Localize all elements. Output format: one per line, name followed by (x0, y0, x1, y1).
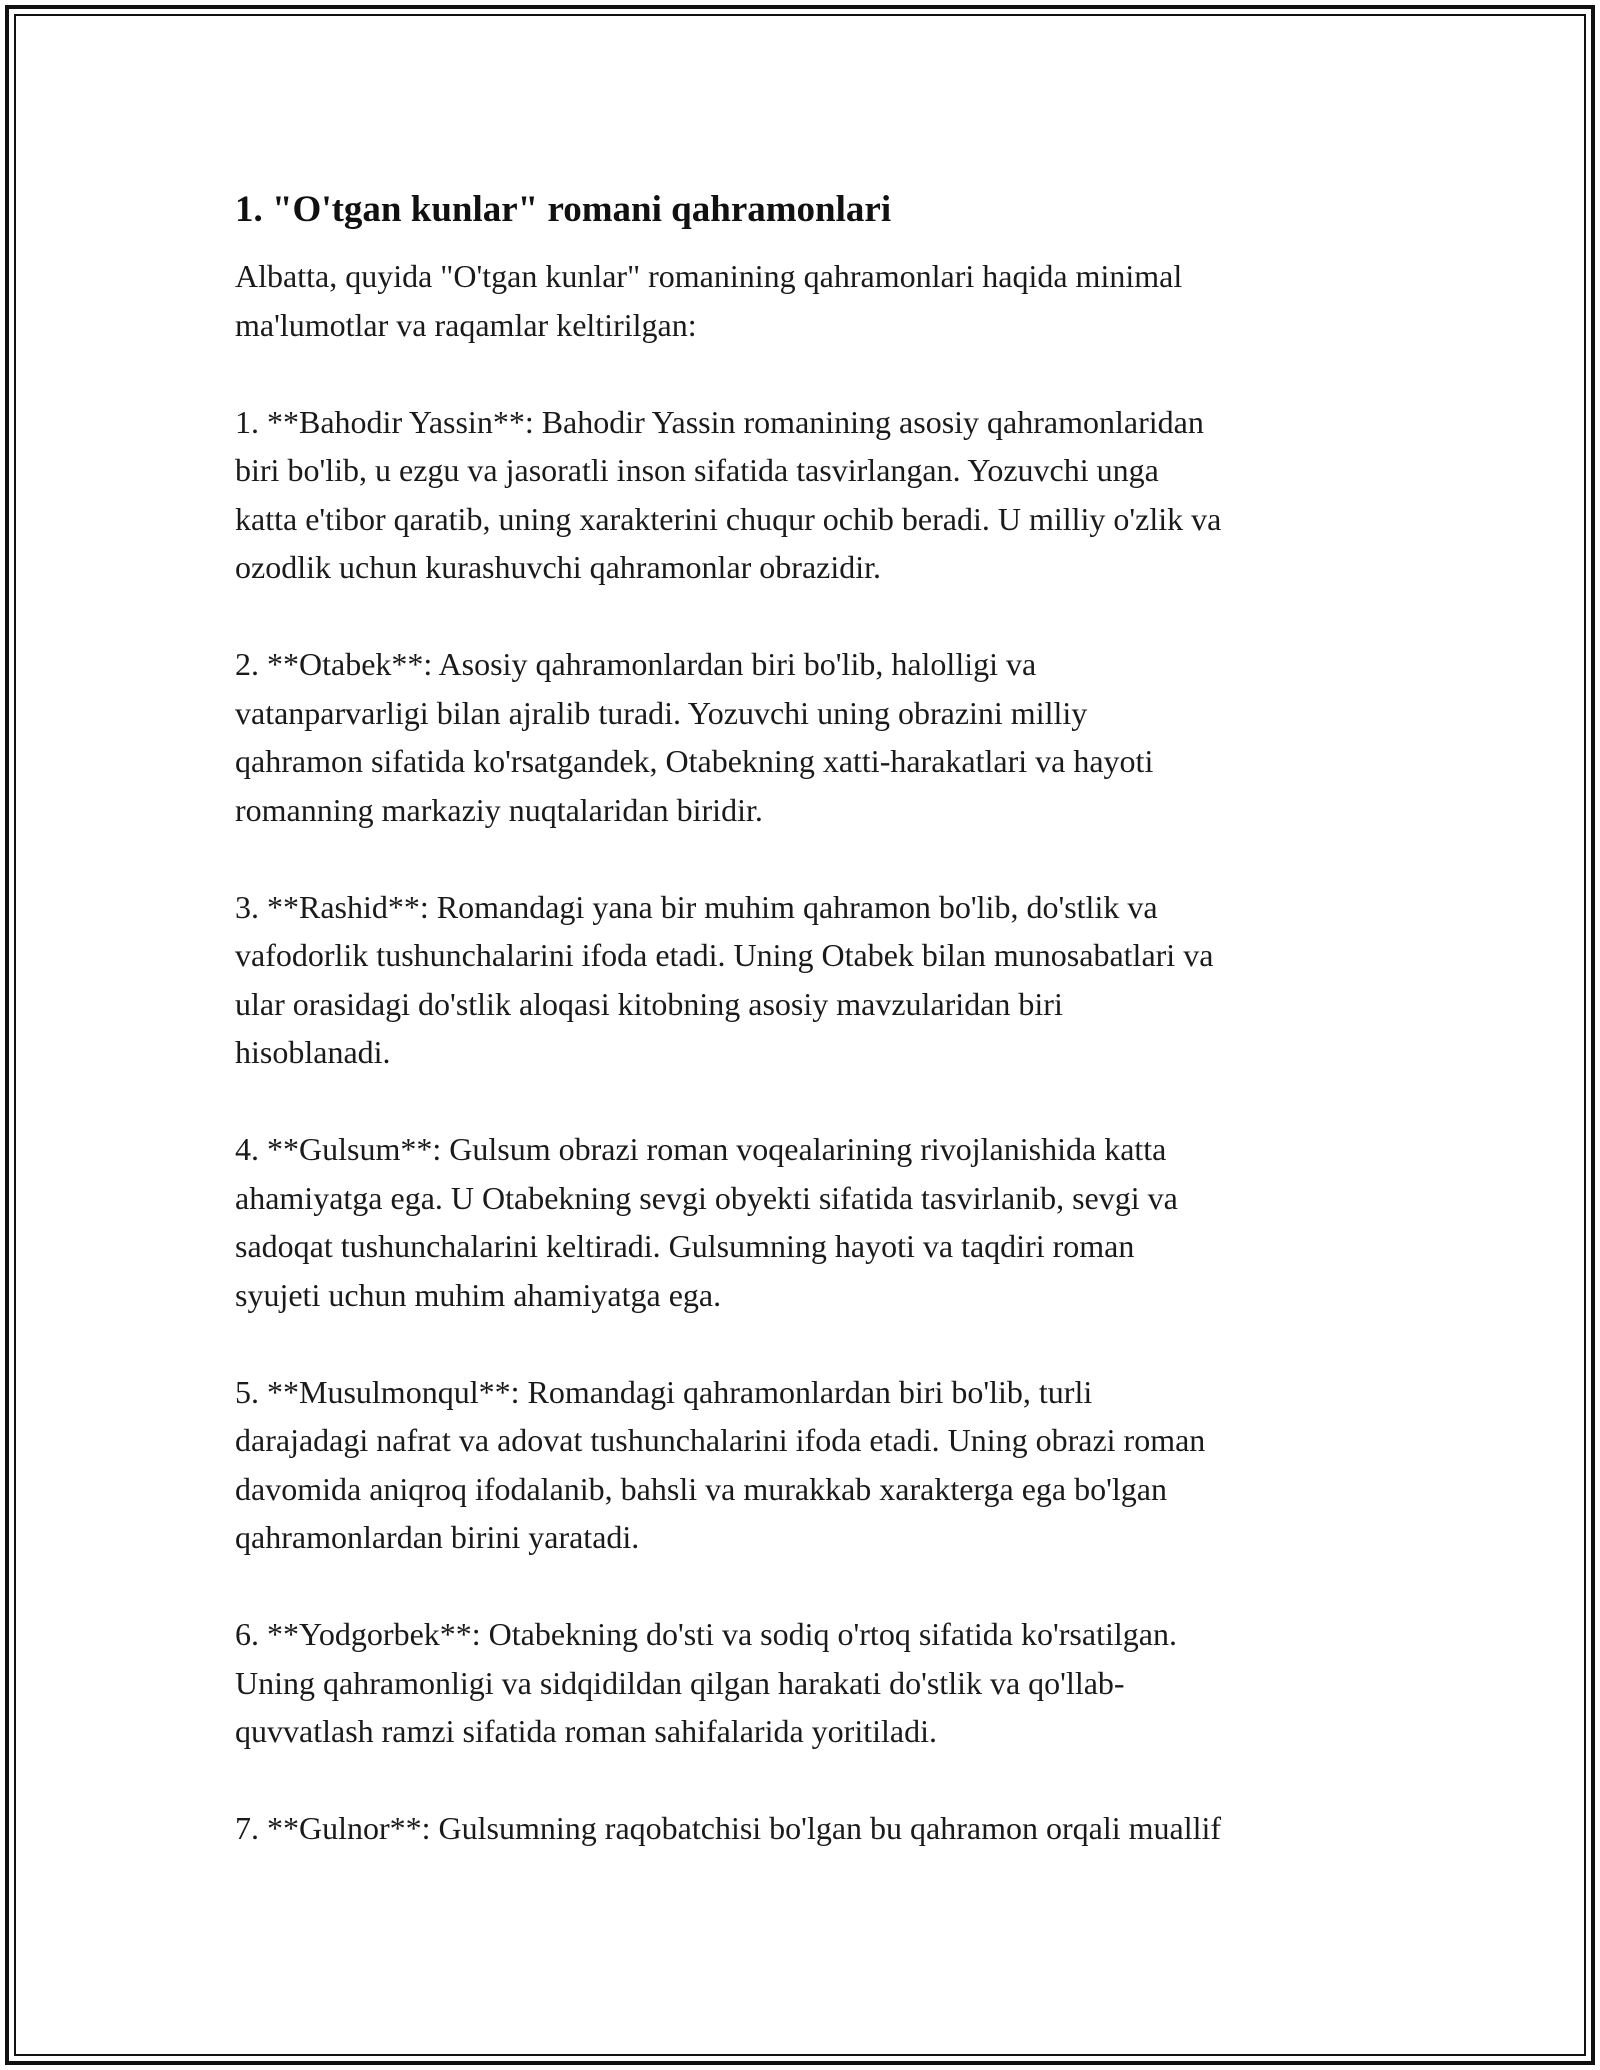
text-line: sadoqat tushunchalarini keltiradi. Gulsumning hayoti va taqdiri roman (235, 1228, 1135, 1264)
text-line: Uning qahramonligi va sidqidildan qilgan harakati do'stlik va qo'llab- (235, 1664, 1125, 1701)
text-line: ahamiyatga ega. U Otabekning sevgi obyekti sifatida tasvirlanib, sevgi va (235, 1179, 1178, 1216)
character-paragraph-bahodir-yassin (235, 398, 1375, 592)
character-paragraph-rashid (235, 883, 1375, 1077)
text-line: 2. **Otabek**: Asosiy qahramonlardan biri bo'lib, halolligi va (235, 646, 1037, 682)
text-line: qahramon sifatida ko'rsatgandek, Otabekning xatti-harakatlari va hayoti (235, 743, 1154, 779)
character-paragraph-gulnor (235, 1804, 1375, 1853)
text-line: 7. **Gulnor**: Gulsumning raqobatchisi bo'lgan bu qahramon orqali muallif (235, 1810, 1222, 1846)
character-paragraph-gulsum (235, 1125, 1375, 1319)
text-line: ular orasidagi do'stlik aloqasi kitobning asosiy mavzularidan biri (235, 985, 1063, 1022)
text-line: romanning markaziy nuqtalaridan biridir. (235, 791, 763, 828)
text-line: 4. **Gulsum**: Gulsum obrazi roman voqealarining rivojlanishida katta (235, 1131, 1167, 1167)
text-line: davomida aniqroq ifodalanib, bahsli va murakkab xarakterga ega bo'lgan (235, 1470, 1167, 1507)
text-line: ma'lumotlar va raqamlar keltirilgan: (235, 306, 697, 343)
text-line: 3. **Rashid**: Romandagi yana bir muhim qahramon bo'lib, do'stlik va (235, 888, 1158, 925)
text-line: 6. **Yodgorbek**: Otabekning do'sti va sodiq o'rtoq sifatida ko'rsatilgan. (235, 1616, 1177, 1652)
character-paragraph-musulmonqul (235, 1368, 1375, 1562)
document-title: 1. "O'tgan kunlar" romani qahramonlari (235, 189, 892, 230)
text-line: 1. **Bahodir Yassin**: Bahodir Yassin romanining asosiy qahramonlaridan (235, 403, 1204, 440)
text-line: syujeti uchun muhim ahamiyatga ega. (235, 1276, 722, 1313)
text-line: hisoblanadi. (235, 1034, 391, 1070)
text-line: ozodlik uchun kurashuvchi qahramonlar obrazidir. (235, 549, 882, 585)
text-line: biri bo'lib, u ezgu va jasoratli inson sifatida tasvirlangan. Yozuvchi unga (235, 452, 1159, 488)
text-line: qahramonlardan birini yaratadi. (235, 1519, 640, 1555)
text-line: 5. **Musulmonqul**: Romandagi qahramonlardan biri bo'lib, turli (235, 1373, 1093, 1410)
text-line: vafodorlik tushunchalarini ifoda etadi. Uning Otabek bilan munosabatlari va (235, 937, 1214, 973)
text-line: Albatta, quyida "O'tgan kunlar" romanining qahramonlari haqida minimal (235, 258, 1183, 294)
text-line: darajadagi nafrat va adovat tushunchalarini ifoda etadi. Uning obrazi roman (235, 1422, 1206, 1458)
character-paragraph-yodgorbek (235, 1610, 1375, 1756)
text-line: quvvatlash ramzi sifatida roman sahifalarida yoritiladi. (235, 1713, 937, 1749)
character-paragraph-otabek (235, 640, 1375, 834)
document-body (235, 185, 1375, 1901)
intro-paragraph (235, 252, 1375, 349)
text-line: katta e'tibor qaratib, uning xarakterini chuqur ochib beradi. U milliy o'zlik va (235, 500, 1222, 537)
text-line: vatanparvarligi bilan ajralib turadi. Yozuvchi uning obrazini milliy (235, 694, 1088, 731)
